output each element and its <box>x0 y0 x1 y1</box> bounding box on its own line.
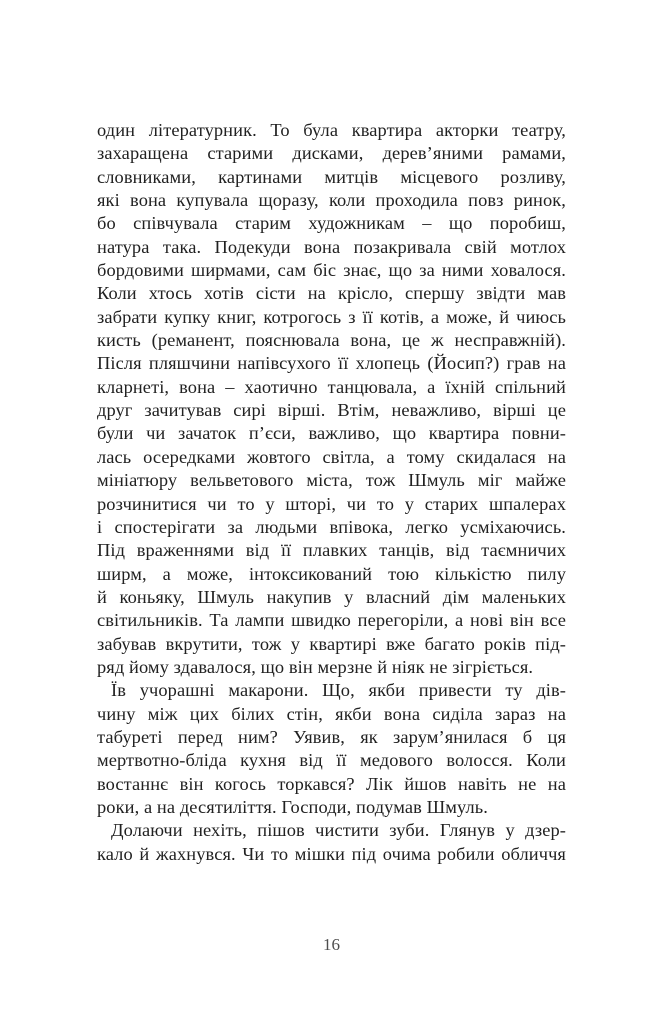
text-line: і спостерігати за людьми впівока, легко усміхаючись. <box>97 516 566 537</box>
text-line: й коньяку, Шмуль накупив у власний дім маленьких <box>97 586 566 607</box>
text-line: захаращена старими дисками, дерев’яними рамами, <box>97 143 566 164</box>
text-line: ширм, а може, інтоксикований тою кількістю пилу <box>97 563 566 584</box>
text-line: табуреті перед ним? Уявив, як зарум’янилася б ця <box>97 726 566 747</box>
text-line: один літературник. То була квартира акторки театру, <box>97 120 566 140</box>
text-line: світильників. Та лампи швидко перегоріли, а нові він все <box>97 610 566 631</box>
text-line: які вона купувала щоразу, коли проходила повз ринок, <box>97 190 566 211</box>
text-line: роки, а на десятиліття. Господи, подумав Шмуль. <box>97 796 488 817</box>
text-line: Їв учорашні макарони. Що, якби привести ту дів- <box>111 680 566 701</box>
text-line: словниками, картинами митців місцевого розливу, <box>97 166 566 187</box>
text-line: бордовими ширмами, сам біс знає, що за ними ховалося. <box>97 260 566 281</box>
text-line: були чи зачаток п’єси, важливо, що квартира повни- <box>97 423 566 444</box>
text-line: розчинитися чи то у шторі, чи то у старих шпалерах <box>97 493 566 514</box>
text-line: ряд йому здавалося, що він мерзне й ніяк не зігріється. <box>97 656 534 677</box>
text-line: чину між цих білих стін, якби вона сиділа зараз на <box>97 703 566 724</box>
text-line: кисть (реманент, пояснювала вона, це ж несправжній). <box>97 330 566 351</box>
text-line: Під враженнями від її плавких танців, від таємничих <box>97 540 566 561</box>
page-number: 16 <box>323 935 340 954</box>
text-line: кало й жахнувся. Чи то мішки під очима робили обличчя <box>97 843 566 864</box>
text-line: Після пляшчини напівсухого її хлопець (Йосип?) грав на <box>97 353 566 374</box>
text-line: Долаючи нехіть, пішов чистити зуби. Глянув у дзер- <box>111 820 566 841</box>
text-line: бо співчувала старим художникам – що поробиш, <box>97 213 566 234</box>
text-line: друг зачитував сирі вірші. Втім, неважливо, вірші це <box>97 400 566 421</box>
text-line: натура така. Подекуди вона позакривала свій мотлох <box>97 236 566 257</box>
text-line: кларнеті, вона – хаотично танцювала, а їхній спільний <box>97 376 566 397</box>
text-line: забрати купку книг, котрогось з її котів, а може, й чиюсь <box>97 306 566 327</box>
text-line: мініатюру вельветового міста, тож Шмуль міг майже <box>97 470 566 491</box>
text-line: забував вкрутити, тож у квартирі вже багато років під- <box>97 633 566 654</box>
text-block <box>97 119 566 866</box>
text-line: мертвотно-бліда кухня від її медового волосся. Коли <box>97 750 566 771</box>
text-line: Коли хтось хотів сісти на крісло, спершу звідти мав <box>97 283 566 304</box>
text-line: лась осередками жовтого світла, а тому скидалася на <box>97 446 566 467</box>
text-line: востаннє він когось торкався? Лік йшов навіть не на <box>97 773 566 794</box>
